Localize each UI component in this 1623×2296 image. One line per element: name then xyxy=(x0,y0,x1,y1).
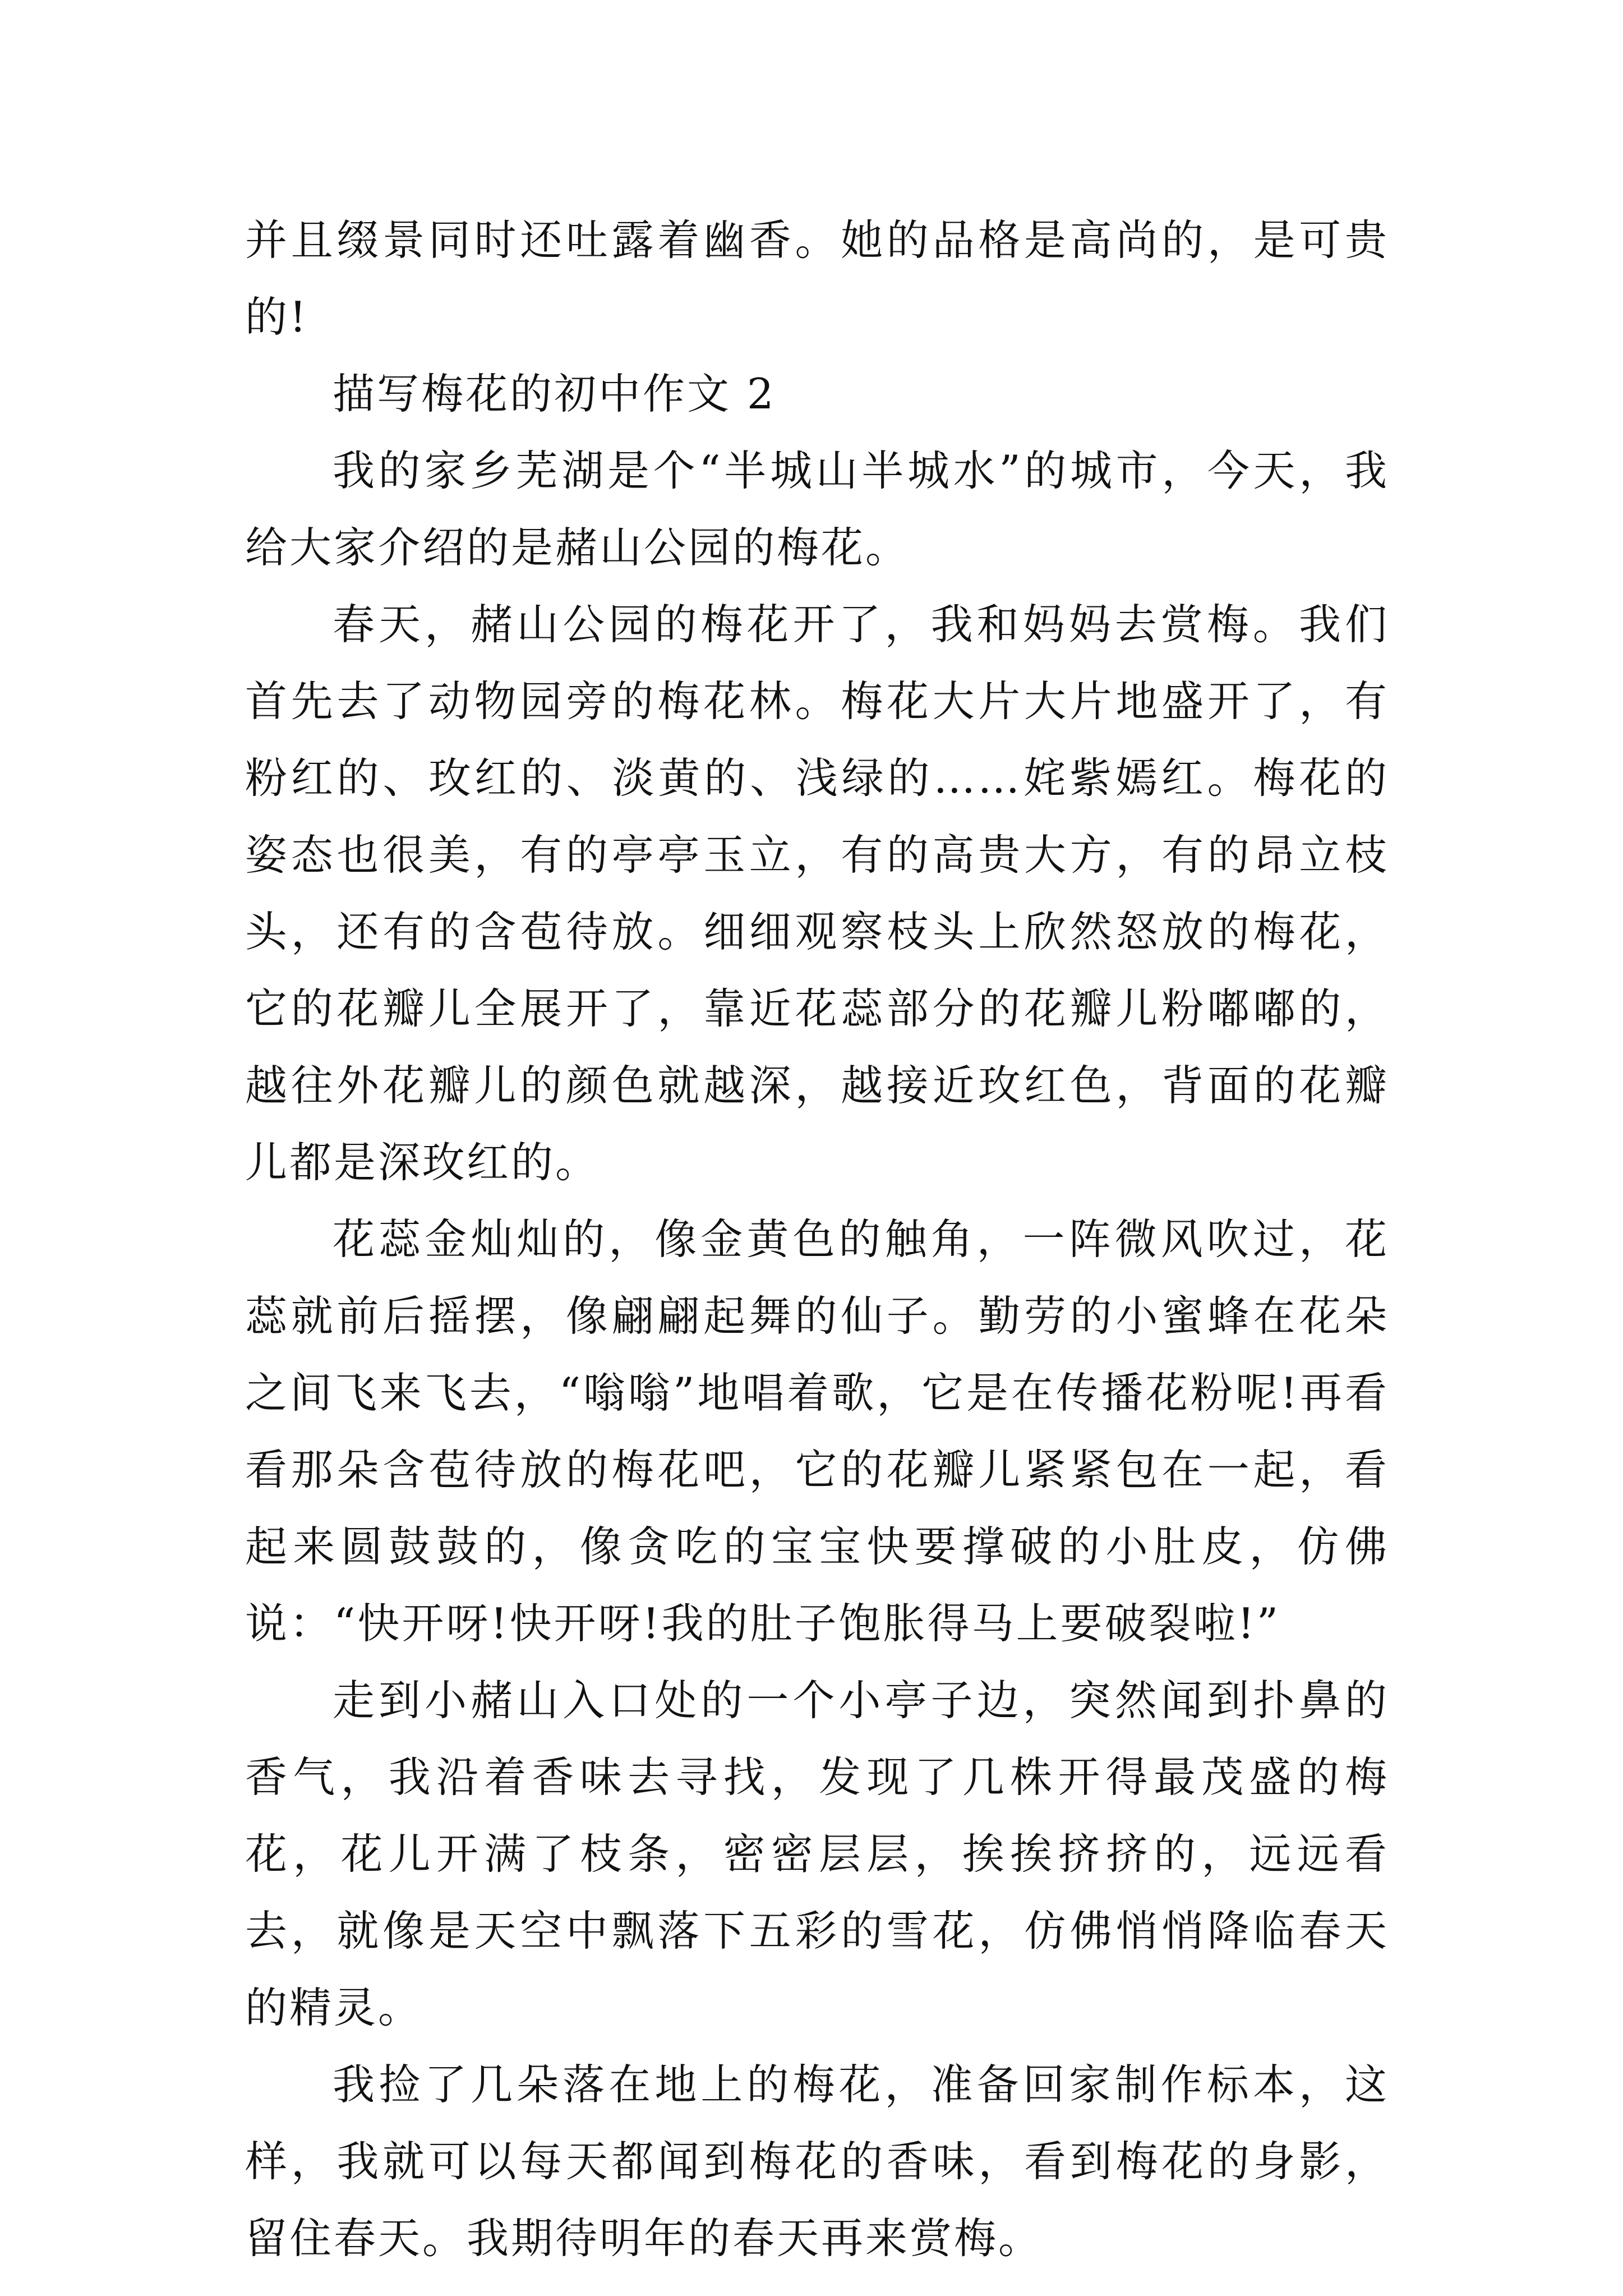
essay-paragraph-2: 春天，赭山公园的梅花开了，我和妈妈去赏梅。我们首先去了动物园旁的梅花林。梅花大片大片地盛开了，有粉红的、玫红的、淡黄的、浅绿的……姹紫嫣红。梅花的姿态也很美，有的亭亭玉立，有的高贵大方，有的昂立枝头，还有的含苞待放。细细观察枝头上欣然怒放的梅花，它的花瓣儿全展开了，靠近花蕊部分的花瓣儿粉嘟嘟的，越往外花瓣儿的颜色就越深，越接近玫红色，背面的花瓣儿都是深玫红的。 xyxy=(245,600,1389,1187)
essay-paragraph-5: 我捡了几朵落在地上的梅花，准备回家制作标本，这样，我就可以每天都闻到梅花的香味，看到梅花的身影，留住春天。我期待明年的春天再来赏梅。 xyxy=(245,2060,1389,2263)
essay-paragraph-3: 花蕊金灿灿的，像金黄色的触角，一阵微风吹过，花蕊就前后摇摆，像翩翩起舞的仙子。勤劳的小蜜蜂在花朵之间飞来飞去，“嗡嗡”地唱着歌，它是在传播花粉呢!再看看那朵含苞待放的梅花吧，它的花瓣儿紧紧包在一起，看起来圆鼓鼓的，像贪吃的宝宝快要撑破的小肚皮，仿佛说：“快开呀!快开呀!我的肚子饱胀得马上要破裂啦!” xyxy=(245,1214,1389,1648)
continuation-paragraph: 并且缀景同时还吐露着幽香。她的品格是高尚的，是可贵的! xyxy=(245,215,1389,342)
essay-paragraph-4: 走到小赭山入口处的一个小亭子边，突然闻到扑鼻的香气，我沿着香味去寻找，发现了几株开得最茂盛的梅花，花儿开满了枝条，密密层层，挨挨挤挤的，远远看去，就像是天空中飘落下五彩的雪花，仿佛悄悄降临春天的精灵。 xyxy=(245,1676,1389,2032)
essay-paragraph-1: 我的家乡芜湖是个“半城山半城水”的城市，今天，我给大家介绍的是赭山公园的梅花。 xyxy=(245,446,1389,572)
essay-body xyxy=(245,202,1389,2277)
essay-heading: 描写梅花的初中作文 2 xyxy=(333,369,776,418)
